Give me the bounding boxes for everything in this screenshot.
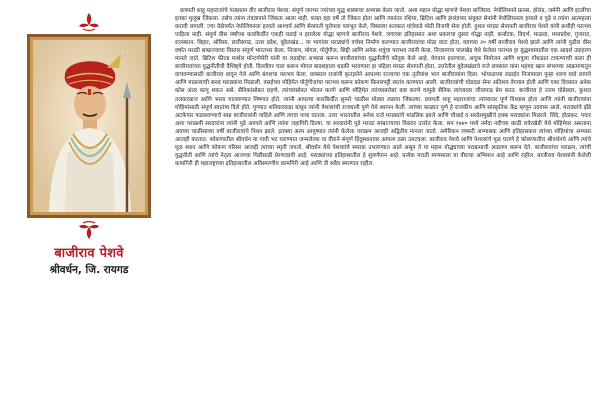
lotus-ornament-icon bbox=[77, 11, 101, 33]
biography-paragraph: छत्रपती शाहू महाराजांचे पंतप्रधान वीर बाजीराव पेशवा. संपूर्ण जगभर ज्यांच्या युद्ध शास्त्राचा अभ्यास केला जातो. अशा महान योद्धा म्हणजे पेशवा बाजिराव. नेपोलियनने फ्रान्स, हॉलंड, जर्मनी आणि इटलीचा इतका मुलूख जिंकला. तसेच त्यांना तंत्रज्ञानाने जिंकता आला नाही. फक्त दहा वर्षे तो जिंकत होता आणि त्यानंतर रशिया, ब्रिटिश आणि इंग्लंडच्या संयुक्त सेनांनी नेपोलियनला हरवले व पुढे व त्यांना आत्महत्या करावी लागली. ज्या वेळेपर्यंत नेपोलियनला हरवले आश्चर्य आणि सेनापती युरोपला पराभूत केले, विसाव्या शतकात यांचेकडे मोठी विजयी सेना होती. हुशार मराठा सेनापती बाजीराव पेशवे यांनी कधीही पराभव पाहिला नाही. संपूर्ण वीस वर्षांच्या कारकिर्दीत एकही लढाई न हारलेला योद्धा म्हणजे बाजीराव पेशवे. जगाच्या इतिहासात अशा प्रकारचा दुसरा योद्धा नाही. कर्नाटक, विदर्भ, माळवा, मध्यप्रदेश, गुजरात, राजस्थान, बिहार, ओरिसा, छत्तीसगढ, उत्तर प्रदेश, बुंदेलखंड... या भागांवर मराठ्यांचे वर्चस्व निर्माण करण्यात बाजीरावांचा मोठा वाटा होता. वयाच्या २० वर्षी बाजीराव पेशवे झाले आणि त्यांनी पुढील वीस वर्षात मराठी साम्राज्याचा विस्तार संपूर्ण भारतभर केला. निजाम, मोगल, पोर्तुगीज, सिद्दी आणि अनेक शत्रूंचा पराभव त्यांनी केला. निजामाचा पालखेड येथे केलेला पराभव हा युद्धशास्त्रातील एक आदर्श उदाहरण मानले जाते. ब्रिटिश फील्ड मार्शल मॉन्टगोमेरी यांनी या लढाईचा अभ्यास करून बाजीरावांच्या युद्धनीतीचे कौतुक केले आहे. वेगवान हालचाल, अचूक नियोजन आणि शत्रूला गोंधळात टाकण्याची कला ही बाजीरावांच्या युद्धनीतीची वैशिष्ट्ये होती. दिल्लीवर चाल करून मोगल बादशहाला धडकी भरवणारा हा पहिला मराठा सेनापती होता. उत्तरेतील बुंदेलखंडाचे राजे छत्रसाल यांना महंमद खान बंगशच्या आक्रमणातून वाचवण्यासाठी बाजीराव धावून गेले आणि बंगशचा पराभव केला. छत्रसाल राजांनी कृतज्ञतेने आपल्या राज्याचा एक तृतीयांश भाग बाजीरावांना दिला. भोपाळच्या लढाईत निजामाला पुन्हा शरण यावे लागले आणि माळव्याची सनद मराठ्यांना मिळाली. वसईच्या मोहिमेत पोर्तुगीजांचा पराभव करून कोकण किनारपट्टी स्वतंत्र करण्यात आली. बाजीरावांची घोडदळ सेना अतिशय वेगवान होती आणि एका दिवसात अनेक कोस अंतर कापू शकत असे. सैनिकांसोबत राहणे, त्यांच्यासोबत भोजन करणे आणि मोहिमेत त्यांच्याबरोबर कष्ट करणे यामुळे सैनिक त्यांच्यावर जीवापाड प्रेम करत. बाजीराव हे उत्तम घोडेस्वार, कुशल तलवारबाज आणि भाला चालवण्यात निष्णात होते. त्यांनी आपल्या कारकिर्दीत सुमारे चाळीस मोठ्या लढाया जिंकल्या. छत्रपती शाहू महाराजांचा त्यांच्यावर पूर्ण विश्वास होता आणि त्यांनी बाजीरावांना मोहिमांसाठी संपूर्ण स्वातंत्र्य दिले होते. पुण्यात शनिवारवाडा बांधून त्यांनी पेशव्यांची राजधानी पुणे येथे स्थापन केली. त्यांच्या काळात पुणे हे राजकीय आणि सांस्कृतिक केंद्र म्हणून उदयास आले. मराठ्यांचे झेंडे अटकेपार फडकवण्याचे स्वप्न बाजीरावांनी पाहिले आणि त्याचा पाया घातला. उत्तर भारतातील अनेक राजे मराठ्यांचे मांडलिक झाले आणि चौथाई व सरदेशमुखीचे हक्क मराठ्यांना मिळाले. शिंदे, होळकर, पवार अशा पराक्रमी सरदारांना त्यांनी पुढे आणले आणि त्यांना जहागिरी दिल्या. या सरदारांनी पुढे मराठा साम्राज्याचा विस्तार उत्तरेत केला. सन १७४० मध्ये नर्मदा नदीच्या काठी रावेरखेडी येथे मोहिमेवर असताना अवघ्या चाळीसाव्या वर्षी बाजीरावांचे निधन झाले. इतक्या अल्प आयुष्यात त्यांनी केलेला पराक्रम आजही अद्वितीय मानला जातो. अमेरिकन लष्करी अभ्यासक आणि इतिहासकार त्यांच्या मोहिमांचा अभ्यास आजही करतात. कोकणातील श्रीवर्धन या गावी भट घराण्यात जन्मलेल्या या वीराने संपूर्ण हिंदुस्थानावर आपला ठसा उमटवला. बाजीराव पेशवे आणि पेशव्यांचे मूळ घराणे हे कोकणातील श्रीवर्धनचे आणि त्यांचे मूळ स्थान आणि कोकण परिसर आजही त्यांच्या स्मृती जपतो. श्रीवर्धन येथे पेशव्यांचे स्मारक उभारण्यात आले असून ते या महान योद्ध्याच्या पराक्रमाची आठवण करून देते. बाजीरावांचा पराक्रम, त्यांची युद्धनीती आणि त्यांचे नेतृत्व आजच्या पिढीसाठी प्रेरणादायी आहे. मराठ्यांच्या इतिहासातील हे सुवर्णपान आहे. प्रत्येक मराठी माणसाला या वीराचा अभिमान आहे आणि राहील. बाजीराव पेशव्यांनी केलेली कामगिरी ही महाराष्ट्राच्या इतिहासातील अविस्मरणीय कामगिरी आहे आणि ती सदैव स्मरणात राहील. bbox=[175, 8, 591, 167]
portrait-image bbox=[27, 34, 151, 218]
person-name: बाजीराव पेशवे bbox=[54, 246, 124, 261]
biography-text bbox=[175, 7, 591, 403]
birth-place: श्रीवर्धन, जि. रायगड bbox=[49, 264, 129, 276]
lotus-ornament-icon bbox=[77, 219, 101, 241]
portrait-sidebar bbox=[7, 7, 171, 407]
document-page bbox=[7, 7, 593, 407]
